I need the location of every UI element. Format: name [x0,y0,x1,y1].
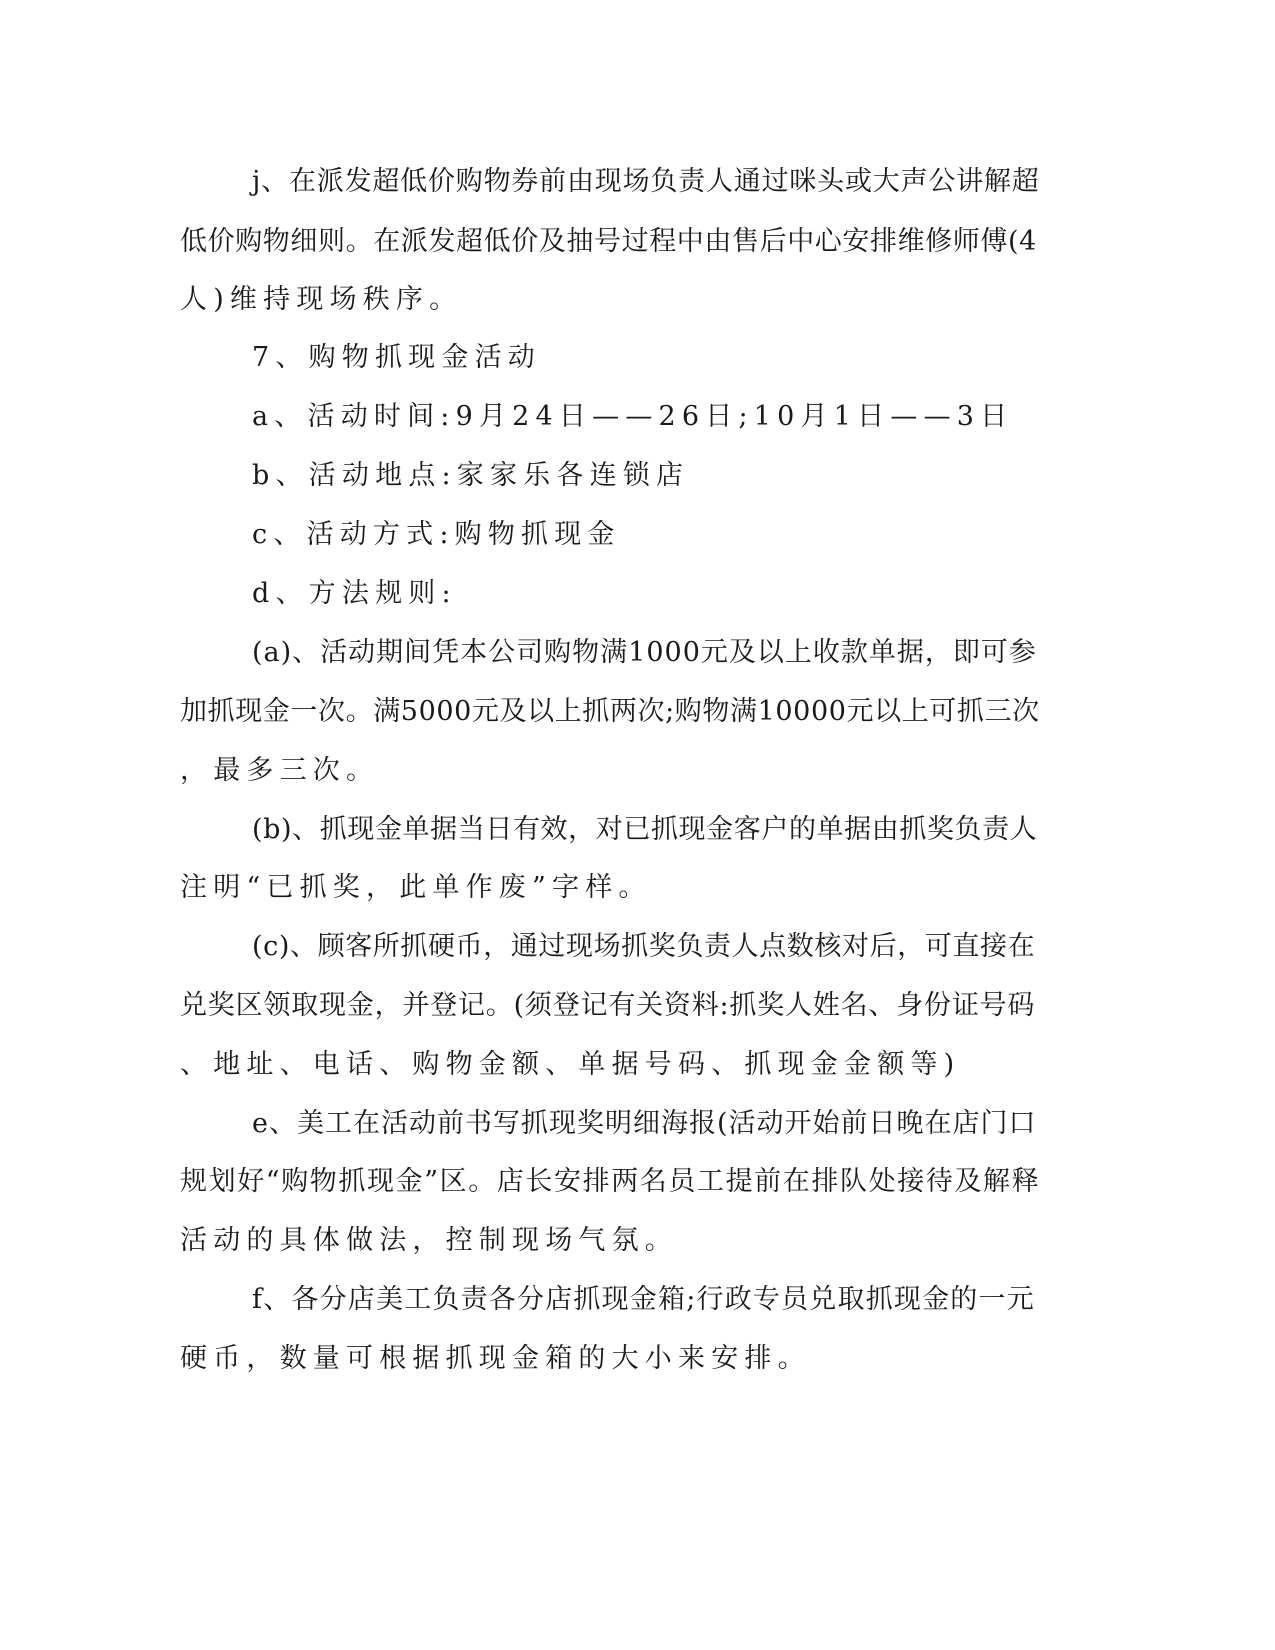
text-line: 、地址、电话、购物金额、单据号码、抓现金金额等) [180,1049,961,1080]
text-line: 硬币，数量可根据抓现金箱的大小来安排。 [180,1343,811,1374]
text-line: f、各分店美工负责各分店抓现金箱;行政专员兑取抓现金的一元 [252,1284,1035,1315]
text-line: 低价购物细则。在派发超低价及抽号过程中由售后中心安排维修师傅(4 [180,226,1037,257]
section-heading: 7、购物抓现金活动 [252,342,541,373]
text-line: 活动的具体做法，控制现场气氛。 [180,1225,678,1256]
text-line: a、活动时间:9月24日——26日;10月1日——3日 [252,401,1014,432]
text-line: d、方法规则: [252,578,457,609]
text-line: (b)、抓现金单据当日有效，对已抓现金客户的单据由抓奖负责人 [252,814,1038,845]
text-line: e、美工在活动前书写抓现奖明细海报(活动开始前日晚在店门口 [252,1108,1037,1139]
text-line: 兑奖区领取现金，并登记。(须登记有关资料:抓奖人姓名、身份证号码 [180,990,1036,1021]
text-line: 规划好“购物抓现金”区。店长安排两名员工提前在排队处接待及解释 [180,1166,1041,1197]
text-line: (a)、活动期间凭本公司购物满1000元及以上收款单据，即可参 [252,637,1037,668]
text-line: j、在派发超低价购物券前由现场负责人通过咪头或大声公讲解超 [252,166,1040,197]
text-line: 人)维持现场秩序。 [180,284,463,315]
text-line: b、活动地点:家家乐各连锁店 [252,460,690,491]
text-line: 加抓现金一次。满5000元及以上抓两次;购物满10000元以上可抓三次 [180,696,1040,727]
text-line: ，最多三次。 [180,755,380,786]
text-line: 注明“已抓奖，此单作废”字样。 [180,872,652,903]
text-line: (c)、顾客所抓硬币，通过现场抓奖负责人点数核对后，可直接在 [252,931,1036,962]
text-line: c、活动方式:购物抓现金 [252,519,621,550]
